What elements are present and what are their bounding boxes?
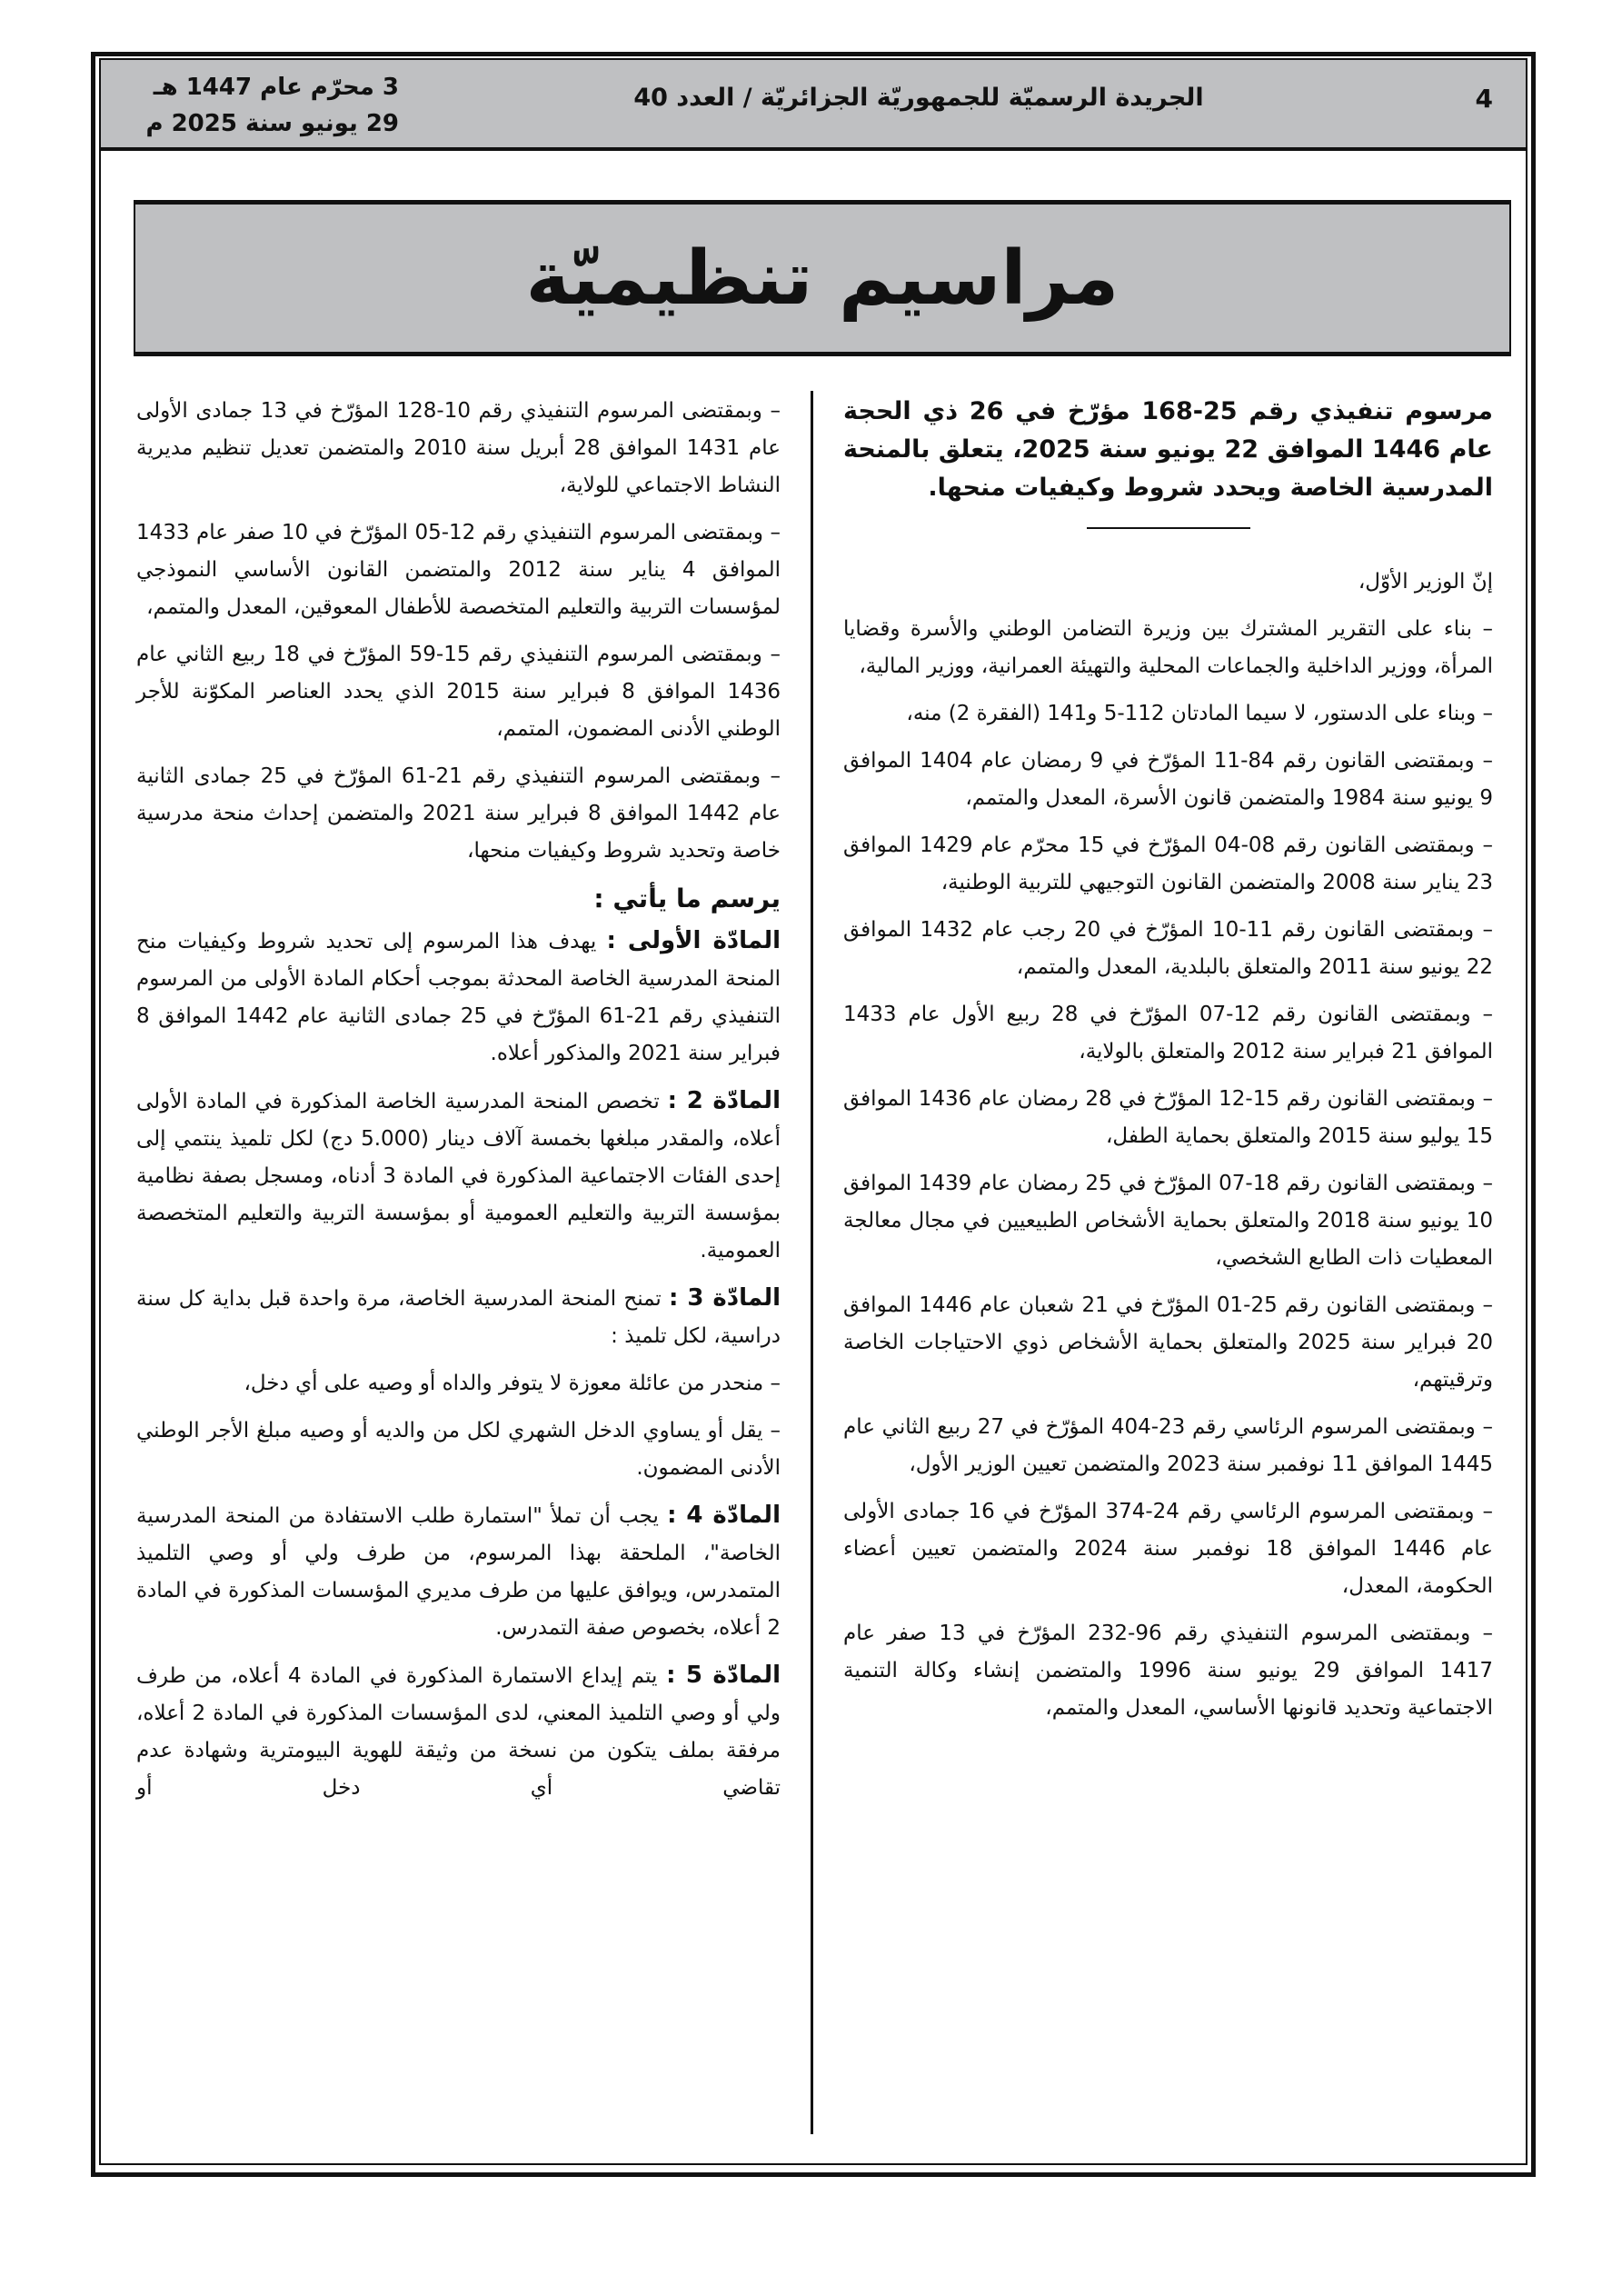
recital-paragraph: – وبناء على الدستور، لا سيما المادتان 112-5 و141 (الفقرة 2) منه، [906,702,1493,725]
recital-paragraph: – وبمقتضى المرسوم الرئاسي رقم 23-404 المؤرّخ في 27 ربيع الثاني عام 1445 الموافق 11 نوفمبر سنة 2023 والمتضمن تعيين الوزير الأول، [843,1415,1493,1476]
recital-paragraph: – وبمقتضى القانون رقم 25-01 المؤرّخ في 21 شعبان عام 1446 الموافق 20 فبراير سنة 2025 والمتعلق بحماية الأشخاص ذوي الاحتياجات الخاصة وترقيتهم، [843,1293,1493,1392]
article-label: المادّة 3 : [669,1284,781,1312]
recital-paragraph: – وبمقتضى القانون رقم 15-12 المؤرّخ في 28 رمضان عام 1436 الموافق 15 يوليو سنة 2015 والمتعلق بحماية الطفل، [843,1087,1493,1148]
column-divider [811,391,813,2134]
decree-title: مرسوم تنفيذي رقم 25-168 مؤرّخ في 26 ذي الحجة عام 1446 الموافق 22 يونيو سنة 2025، يتعلق بالمنحة المدرسية الخاصة ويحدد شروط وكيفيات منحها. [843,397,1494,502]
enacting-heading: يرسم ما يأتي : [593,883,781,913]
article-text: تخصص المنحة المدرسية الخاصة المذكورة في المادة الأولى أعلاه، والمقدر مبلغها بخمسة آلاف دينار (5.000 دج) لكل تلميذ ينتمي إلى إحدى الفئات الاجتماعية المذكورة في المادة 3 أدناه، ومسجل بصفة نظامية بمؤسسة التربية والتعليم العمومية أو بمؤسسة التربية والتعليم المتخصصة العمومية. [136,1090,781,1263]
recital-paragraph: – وبمقتضى المرسوم التنفيذي رقم 10-128 المؤرّخ في 13 جمادى الأولى عام 1431 الموافق 28 أبريل سنة 2010 والمتضمن تعديل تنظيم مديرية النشاط الاجتماعي للولاية، [136,399,781,497]
right-paragraphs [843,564,1493,1727]
running-header [101,60,1526,151]
recital-paragraph: – وبمقتضى القانون رقم 84-11 المؤرّخ في 9 رمضان عام 1404 الموافق 9 يونيو سنة 1984 والمتضمن قانون الأسرة، المعدل والمتمم، [843,749,1493,810]
recital-paragraph: – وبمقتضى القانون رقم 08-04 المؤرّخ في 15 محرّم عام 1429 الموافق 23 يناير سنة 2008 والمتضمن القانون التوجيهي للتربية الوطنية، [843,834,1493,894]
recital-paragraph: – وبمقتضى المرسوم الرئاسي رقم 24-374 المؤرّخ في 16 جمادى الأولى عام 1446 الموافق 18 نوفمبر سنة 2024 والمتضمن تعيين أعضاء الحكومة، المعدل، [843,1500,1493,1598]
article-paragraph [136,1497,781,1647]
recital-paragraph: – بناء على التقرير المشترك بين وزيرة التضامن الوطني والأسرة وقضايا المرأة، ووزير الداخلية والجماعات المحلية والتهيئة العمرانية، ووزير المالية، [843,617,1493,678]
date-gregorian: 29 يونيو سنة 2025 م [145,110,399,137]
recital-paragraph: – وبمقتضى المرسوم التنفيذي رقم 21-61 المؤرّخ في 25 جمادى الثانية عام 1442 الموافق 8 فبراير سنة 2021 والمتضمن إحداث منحة مدرسية خاصة وتحديد شروط وكيفيات منحها، [136,764,781,863]
article-paragraph [136,1657,781,1807]
recital-paragraph: إنّ الوزير الأوّل، [1358,570,1493,594]
article-label: المادّة 4 : [667,1502,781,1529]
recital-paragraph: – وبمقتضى المرسوم التنفيذي رقم 12-05 المؤرّخ في 10 صفر عام 1433 الموافق 4 يناير سنة 2012 والمتضمن القانون الأساسي النموذجي لمؤسسات التربية والتعليم المتخصصة للأطفال المعوقين، المعدل والمتمم، [136,521,781,619]
page-number: 4 [1475,84,1493,114]
recital-paragraph: – وبمقتضى القانون رقم 11-10 المؤرّخ في 20 رجب عام 1432 الموافق 22 يونيو سنة 2011 والمتعلق بالبلدية، المعدل والمتمم، [843,918,1493,979]
article-paragraph [136,1280,781,1355]
date-hijri: 3 محرّم عام 1447 هـ [153,74,399,101]
section-title: مراسيم تنظيميّة [525,235,1119,322]
title-divider [1087,527,1250,529]
right-column [843,393,1493,1737]
recital-paragraph: – منحدر من عائلة معوزة لا يتوفر والداه أو وصيه على أي دخل، [244,1372,781,1395]
article-label: المادّة الأولى : [606,927,781,954]
recital-paragraph: – وبمقتضى القانون رقم 12-07 المؤرّخ في 28 ربيع الأول عام 1433 الموافق 21 فبراير سنة 2012 والمتعلق بالولاية، [843,1003,1493,1063]
left-column [136,393,781,1817]
article-label: المادّة 5 : [666,1662,781,1689]
left-paragraphs [136,393,781,1807]
recital-paragraph: – وبمقتضى المرسوم التنفيذي رقم 15-59 المؤرّخ في 18 ربيع الثاني عام 1436 الموافق 8 فبراير سنة 2015 الذي يحدد العناصر المكوّنة للأجر الوطني الأدنى المضمون، المتمم، [136,643,781,741]
article-label: المادّة 2 : [667,1087,781,1114]
article-paragraph [136,1083,781,1270]
article-text: يتم إيداع الاستمارة المذكورة في المادة 4 أعلاه، من طرف ولي أو وصي التلميذ المعني، لدى المؤسسات المذكورة في المادة 2 أعلاه، مرفقة بملف يتكون من نسخة من وثيقة للهوية البيومترية وشهادة عدم تقاضي أي دخل أو [136,1664,781,1800]
article-text: يهدف هذا المرسوم إلى تحديد شروط وكيفيات منح المنحة المدرسية الخاصة المحدثة بموجب أحكام المادة الأولى من المرسوم التنفيذي رقم 21-61 المؤرّخ في 25 جمادى الثانية عام 1442 الموافق 8 فبراير سنة 2021 والمذكور أعلاه. [136,930,781,1065]
article-text: يجب أن تملأ "استمارة طلب الاستفادة من المنحة المدرسية الخاصة"، الملحقة بهذا المرسوم، من طرف ولي أو وصي التلميذ المتمدرس، ويوافق عليها من طرف مديري المؤسسات المذكورة في المادة 2 أعلاه، بخصوص صفة التمدرس. [136,1504,781,1640]
recital-paragraph: – يقل أو يساوي الدخل الشهري لكل من والديه أو وصيه مبلغ الأجر الوطني الأدنى المضمون. [136,1419,781,1480]
section-title-box [134,200,1511,356]
issue-date [126,69,399,142]
article-text: تمنح المنحة المدرسية الخاصة، مرة واحدة قبل بداية كل سنة دراسية، لكل تلميذ : [136,1287,781,1348]
journal-title: الجريدة الرسميّة للجمهوريّة الجزائريّة / العدد 40 [633,84,1204,112]
recital-paragraph: – وبمقتضى القانون رقم 18-07 المؤرّخ في 25 رمضان عام 1439 الموافق 10 يونيو سنة 2018 والمتعلق بحماية الأشخاص الطبيعيين في مجال معالجة المعطيات ذات الطابع الشخصي، [843,1172,1494,1270]
article-paragraph [136,923,781,1073]
recital-paragraph: – وبمقتضى المرسوم التنفيذي رقم 96-232 المؤرّخ في 13 صفر عام 1417 الموافق 29 يونيو سنة 1996 والمتضمن إنشاء وكالة التنمية الاجتماعية وتحديد قانونها الأساسي، المعدل والمتمم، [843,1622,1493,1720]
